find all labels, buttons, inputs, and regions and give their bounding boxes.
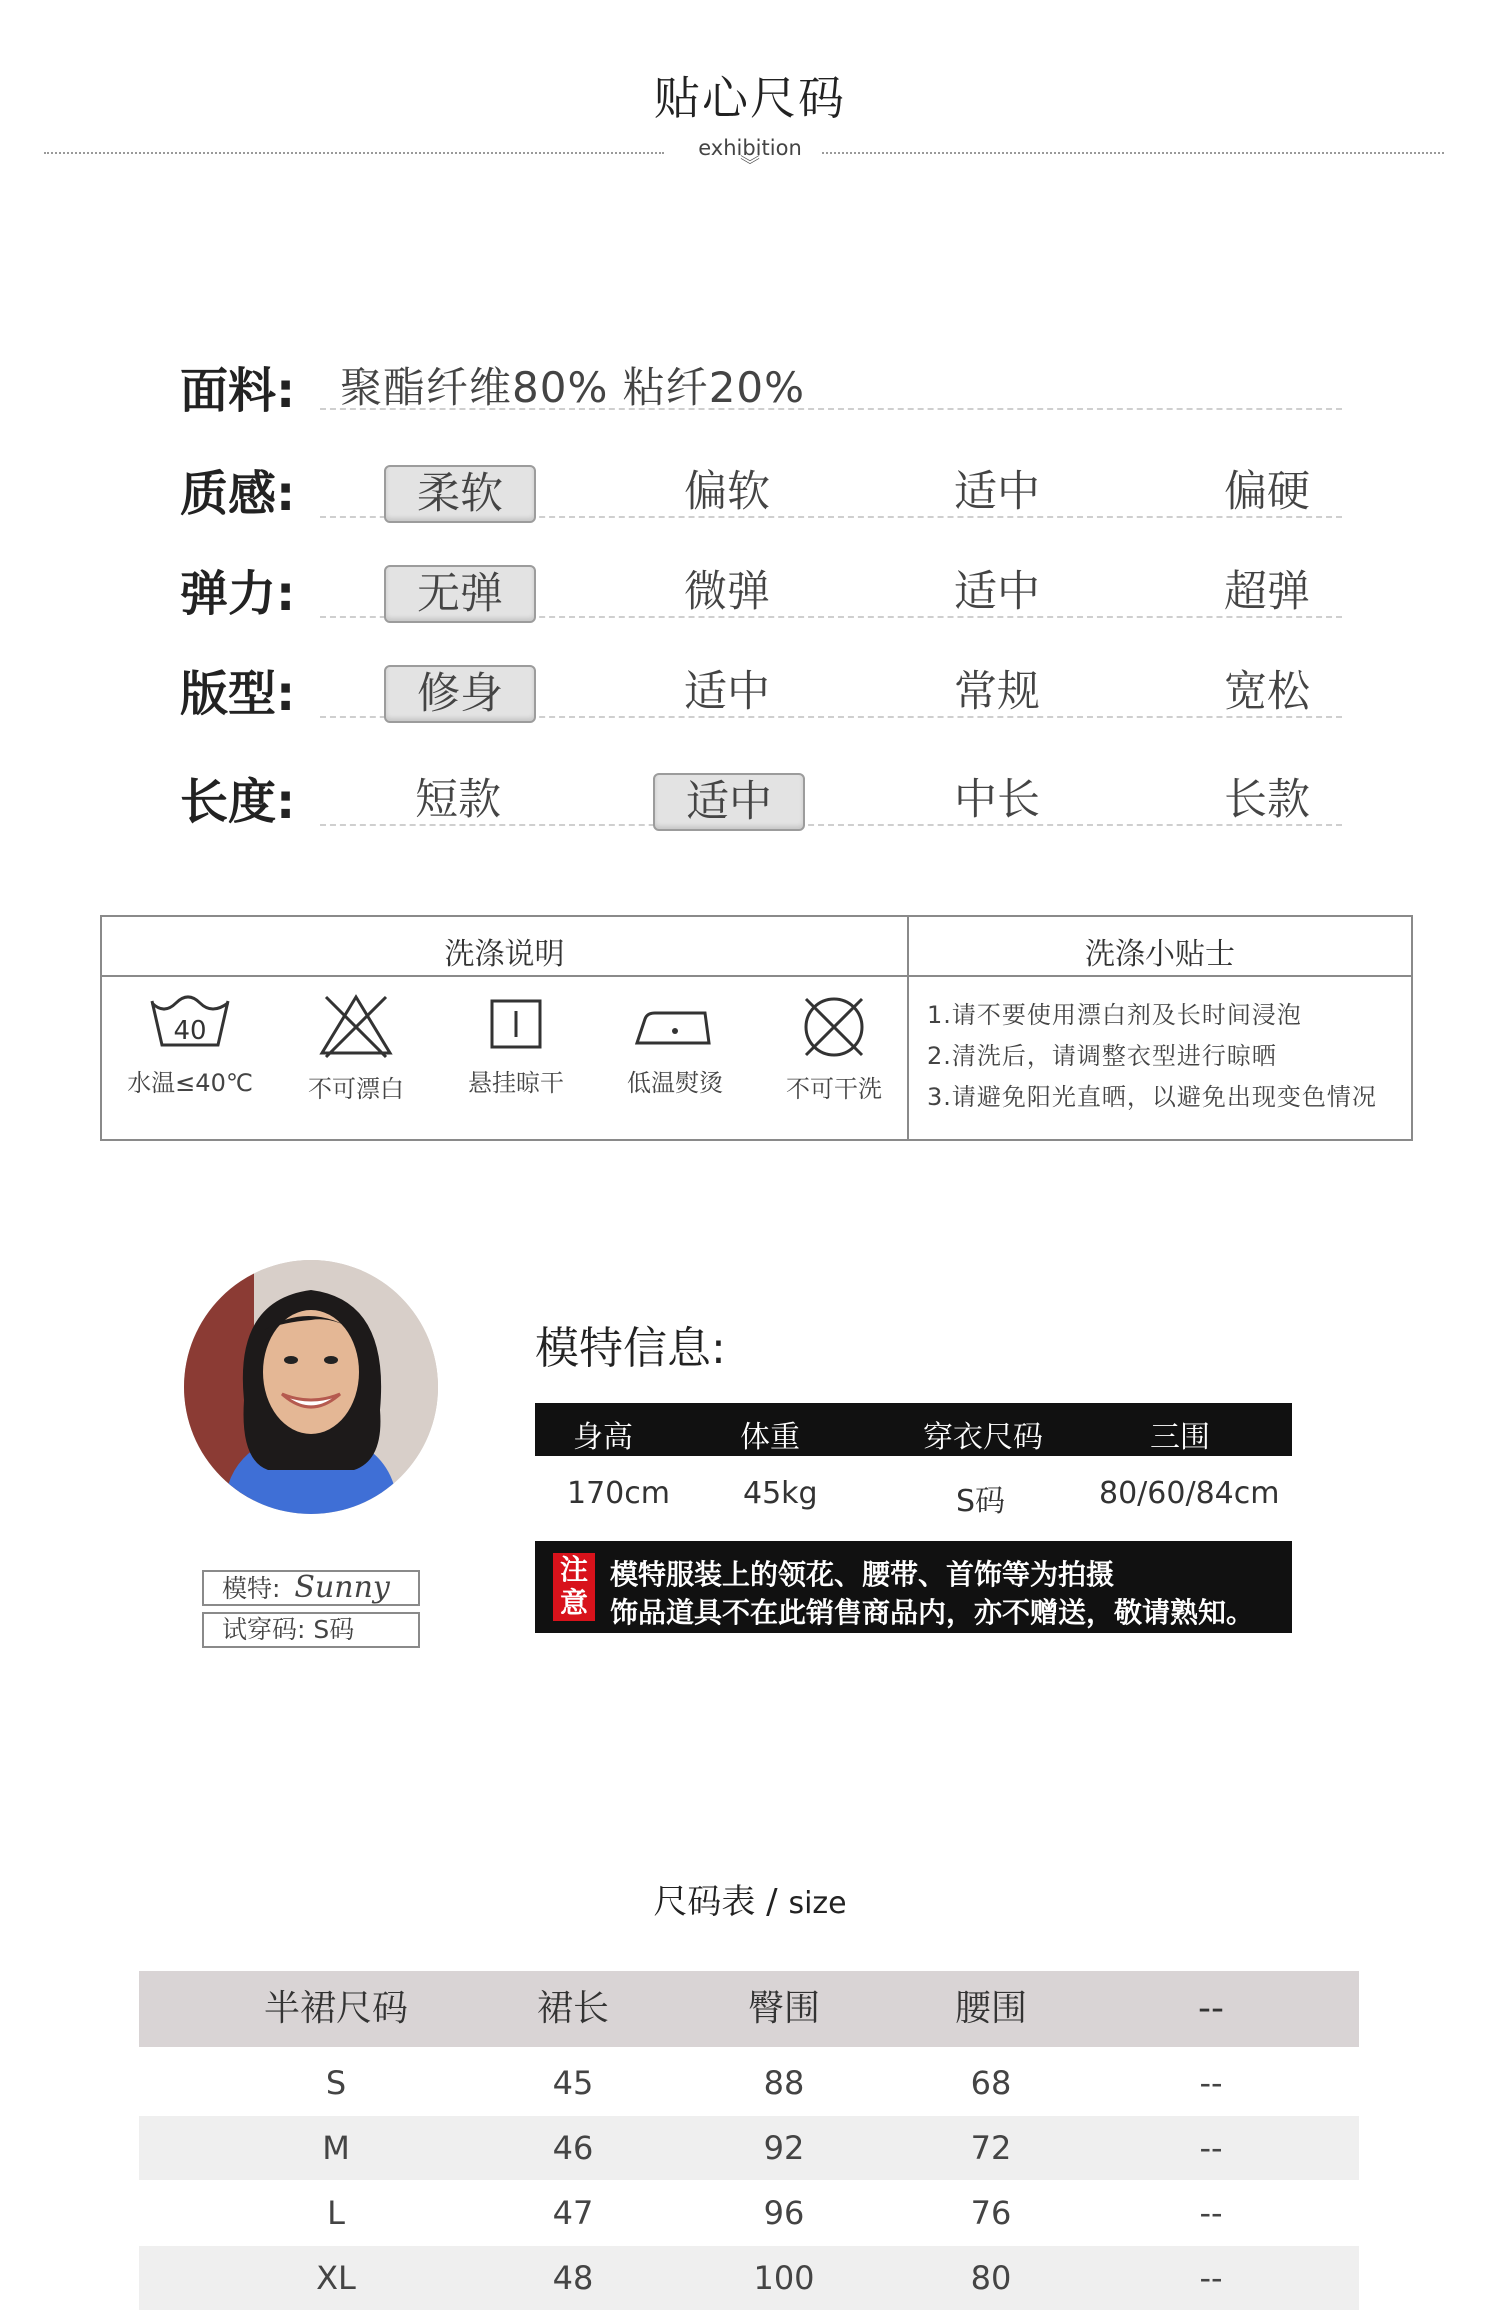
size-header-waist: 腰围 [954, 1988, 1027, 2029]
size-table-title-sep: / [755, 1882, 789, 1922]
hang-dry-icon [474, 993, 558, 1053]
table-cell: 68 [970, 2064, 1012, 2102]
size-table-title [0, 1874, 1500, 1923]
low-iron-icon [633, 993, 717, 1053]
attribute-label: 弹力: [180, 566, 296, 622]
model-photo [184, 1260, 438, 1514]
table-cell: 96 [763, 2194, 805, 2232]
attribute-option-selected: 修身 [384, 665, 536, 723]
wash-caption-no-bleach: 不可漂白 [308, 1075, 404, 1103]
attribute-option: 偏硬 [1224, 467, 1310, 517]
wash-caption-no-dry-clean: 不可干洗 [786, 1075, 882, 1103]
size-table-title-cn: 尺码表 [653, 1882, 756, 1922]
wash-item-low-iron [600, 993, 750, 1098]
model-heading: 模特信息: [535, 1323, 726, 1374]
table-cell: 48 [552, 2259, 594, 2297]
attribute-label: 质感: [180, 466, 296, 522]
attribute-option: 超弹 [1224, 567, 1310, 617]
model-col-height: 身高 [573, 1420, 633, 1455]
chevron-down-icon: ︾ [740, 153, 760, 177]
model-signature: Sunny [294, 1570, 390, 1605]
table-cell: -- [1199, 2064, 1223, 2102]
wash-item-no-bleach [281, 993, 431, 1104]
model-avatar [184, 1260, 438, 1514]
attribute-option: 长款 [1224, 775, 1310, 825]
table-row [139, 2116, 1359, 2180]
attribute-option: 微弹 [684, 567, 770, 617]
model-value-height: 170cm [567, 1476, 670, 1511]
model-col-measurements: 三围 [1150, 1420, 1210, 1455]
attribute-option: 适中 [954, 467, 1040, 517]
wash-temp-number: 40 [173, 1016, 207, 1046]
attribute-option: 宽松 [1224, 667, 1310, 717]
attribute-option-selected: 无弹 [384, 565, 536, 623]
model-name-label: 模特: [222, 1574, 281, 1603]
table-cell: M [322, 2129, 350, 2167]
wash-table-divider [102, 975, 1411, 977]
table-cell: 100 [753, 2259, 815, 2297]
wash-table [100, 915, 1413, 1141]
attribute-option: 偏软 [684, 467, 770, 517]
attribute-label: 长度: [180, 774, 296, 830]
table-cell: S [325, 2064, 347, 2102]
attribute-option: 常规 [954, 667, 1040, 717]
table-row [139, 2246, 1359, 2310]
table-row [139, 2181, 1359, 2245]
attribute-option: 适中 [954, 567, 1040, 617]
table-cell: 46 [552, 2129, 594, 2167]
notice-box [535, 1541, 1292, 1633]
table-cell: 92 [763, 2129, 805, 2167]
model-value-measurements: 80/60/84cm [1099, 1476, 1280, 1511]
fabric-label: 面料: [180, 363, 296, 419]
wash-tips-title: 洗涤小贴士 [1085, 937, 1235, 972]
table-cell: -- [1199, 2129, 1223, 2167]
wash-item-hang-dry [441, 993, 591, 1098]
wash-tip-3: 3.请避免阳光直晒，以避免出现变色情况 [927, 1083, 1377, 1111]
model-info-header-bar [535, 1403, 1292, 1456]
model-value-weight: 45kg [743, 1476, 818, 1511]
model-try-size-tag: 试穿码: S码 [202, 1612, 420, 1648]
wash-tip-1: 1.请不要使用漂白剂及长时间浸泡 [927, 1001, 1302, 1029]
attribute-option: 中长 [954, 775, 1040, 825]
table-cell: XL [316, 2259, 356, 2297]
model-col-size: 穿衣尺码 [923, 1420, 1043, 1455]
table-cell: 88 [763, 2064, 805, 2102]
table-cell: 80 [970, 2259, 1012, 2297]
size-header-hip: 臀围 [747, 1988, 820, 2029]
table-cell: 72 [970, 2129, 1012, 2167]
notice-badge-char-1: 注 [559, 1553, 588, 1586]
size-table-header [139, 1971, 1359, 2047]
no-dry-clean-icon [792, 993, 876, 1059]
notice-badge-char-2: 意 [559, 1586, 588, 1619]
model-col-weight: 体重 [740, 1420, 800, 1455]
wash-item-no-dry-clean [759, 993, 909, 1104]
model-name-tag [202, 1570, 420, 1606]
wash-caption-hang-dry: 悬挂晾干 [468, 1069, 564, 1097]
size-header-size: 半裙尺码 [263, 1988, 408, 2029]
size-header-length: 裙长 [536, 1988, 609, 2029]
table-cell: -- [1199, 2259, 1223, 2297]
attribute-option-selected: 柔软 [384, 465, 536, 523]
table-cell: 47 [552, 2194, 594, 2232]
wash-40-icon [148, 993, 232, 1053]
notice-line-1: 模特服装上的领花、腰带、首饰等为拍摄 [610, 1558, 1115, 1591]
attribute-option: 适中 [684, 667, 770, 717]
wash-item-temperature [115, 993, 265, 1098]
notice-line-2: 饰品道具不在此销售商品内，亦不赠送，敬请熟知。 [610, 1596, 1255, 1629]
notice-badge [553, 1553, 595, 1621]
wash-caption-low-iron: 低温熨烫 [627, 1069, 723, 1097]
page-title: 贴心尺码 [654, 71, 846, 125]
fabric-value: 聚酯纤维80% 粘纤20% [340, 363, 806, 412]
wash-instructions-title: 洗涤说明 [444, 937, 565, 972]
attribute-option: 短款 [415, 775, 501, 825]
size-header-extra: -- [1198, 1988, 1224, 2029]
attribute-option-selected: 适中 [653, 773, 805, 831]
attribute-label: 版型: [180, 666, 296, 722]
size-table-title-en: size [788, 1886, 847, 1921]
page-subtitle: exhibition [698, 136, 802, 160]
fabric-rule [320, 408, 1342, 410]
table-cell: -- [1199, 2194, 1223, 2232]
table-cell: 45 [552, 2064, 594, 2102]
table-row [139, 2051, 1359, 2115]
no-bleach-icon [314, 993, 398, 1059]
wash-tip-2: 2.清洗后，请调整衣型进行晾晒 [927, 1042, 1277, 1070]
wash-caption-temperature: 水温≤40℃ [127, 1069, 253, 1097]
model-value-size: S码 [956, 1484, 1006, 1519]
table-cell: 76 [970, 2194, 1012, 2232]
table-cell: L [327, 2194, 345, 2232]
